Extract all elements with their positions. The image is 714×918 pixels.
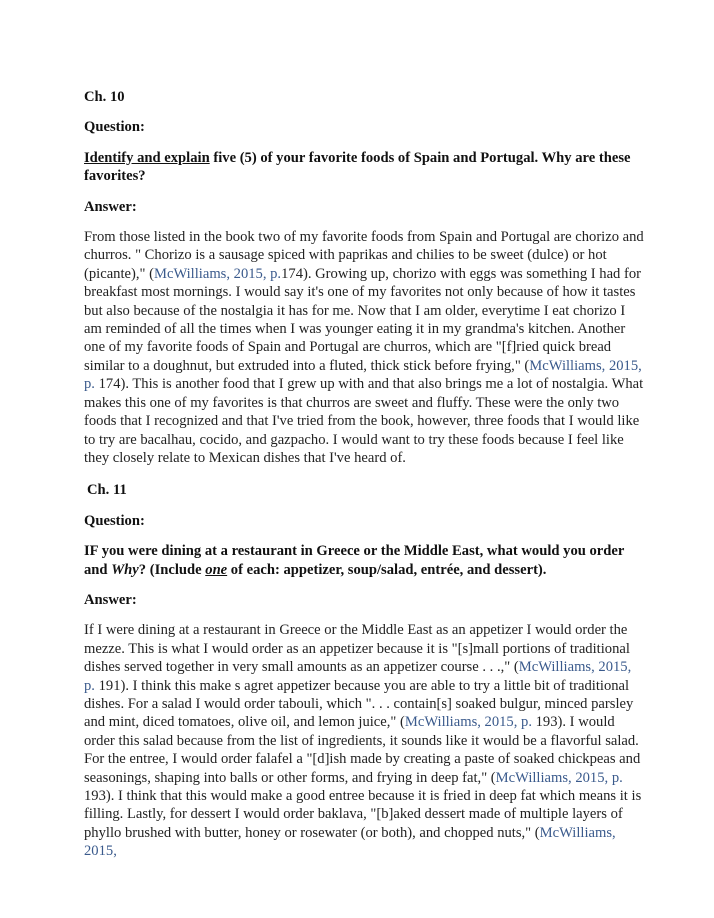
ch11-answer-citation: McWilliams, 2015, p. (84, 659, 632, 694)
ch10-answer-text: 174). Growing up, chorizo with eggs was something I had for breakfast most mornings. I would say it's one of my favorites not only because of how it tastes but also because of the nostalgia it has for me. Now that I am older, everytime I eat chorizo I am reminded of all the times when I was younger eating it in my grandma's kitchen. Another one of my favorite foods of Spain and Portugal are churros, which are "[f]ried quick bread similar to a doughnut, but extruded into a fluted, thick stick before frying," ( (84, 265, 642, 374)
ch10-question-emphasis: Identify and explain (84, 149, 210, 166)
ch11-answer-text: 193). I think that this would make a good entree because it is fried in deep fat which means it is filling. Lastly, for dessert I would order baklava, "[b]aked dessert made of multiple layers of phyllo brushed with butter, honey or rosewater (or both), and chopped nuts," ( (84, 788, 642, 841)
chapter-10-heading: Ch. 10 (84, 89, 125, 105)
ch11-answer-text: If I were dining at a restaurant in Greece or the Middle East as an appetizer I would order the mezze. This is what I would order as an appetizer because it is "[s]mall portions of traditional dishes served together in very small amounts as an appetizer course . . .," ( (84, 622, 630, 676)
ch11-question-label: Question: (84, 512, 145, 529)
ch10-answer-label: Answer: (84, 198, 137, 215)
ch11-question-why: Why (111, 561, 139, 578)
ch10-answer-paragraph (84, 228, 644, 467)
chapter-11-heading: Ch. 11 (87, 482, 127, 499)
ch10-answer-text: 174). This is another food that I grew up with and that also brings me a lot of nostalgia. What makes this one of my favorites is that churros are sweet and fluffy. These were the only two foods that I recognized and that I've tried from the book, however, three foods that I would like to try are bacalhau, cocido, and gazpacho. I would want to try these foods because I feel like they closely relate to Mexican dishes that I've heard of. (84, 376, 644, 466)
ch11-question-one: one (205, 561, 228, 578)
ch11-answer-text: 191). I think this make s agret appetizer because you are able to try a little bit of traditional dishes. For a salad I would order tabouli, which ". . . contain[s] soaked bulgur, minced parsley and mint, diced tomatoes, olive oil, and lemon juice," ( (84, 677, 634, 731)
ch10-answer-text: From those listed in the book two of my favorite foods from Spain and Portugal are chorizo and churros. " Chorizo is a sausage spiced with paprikas and chilies to be sweet (dulce) or hot (picante)," ( (84, 229, 644, 282)
ch11-question-text (84, 542, 644, 579)
ch10-question-text (84, 149, 644, 186)
ch10-question-rest: five (5) of your favorite foods of Spain and Portugal. Why are these favorites? (84, 149, 631, 185)
ch10-answer-citation: McWilliams, 2015, p. (84, 357, 642, 393)
ch11-answer-citation: McWilliams, 2015, (84, 824, 616, 860)
ch11-answer-citation: McWilliams, 2015, p. (495, 769, 623, 786)
ch11-answer-paragraph (84, 621, 644, 860)
ch10-answer-citation: McWilliams, 2015, p. (153, 265, 282, 282)
ch10-question-label: Question: (84, 119, 145, 136)
ch11-answer-text: 193). I would order this salad because from the list of ingredients, it sounds like it would be a flavorful salad. For the entree, I would order falafel a "[d]ish made by creating a paste of soaked chickpeas and seasonings, shaping into balls or other forms, and frying in deep fat," ( (84, 714, 641, 786)
document-page (84, 88, 644, 861)
ch11-question-part1: IF you were dining at a restaurant in Greece or the Middle East, what would you order and (84, 543, 625, 578)
ch11-answer-label: Answer: (84, 591, 137, 608)
ch11-answer-citation: McWilliams, 2015, p. (404, 714, 532, 731)
ch11-question-part2: ? (Include (138, 561, 206, 578)
ch11-question-part3: of each: appetizer, soup/salad, entrée, and dessert). (227, 561, 547, 578)
